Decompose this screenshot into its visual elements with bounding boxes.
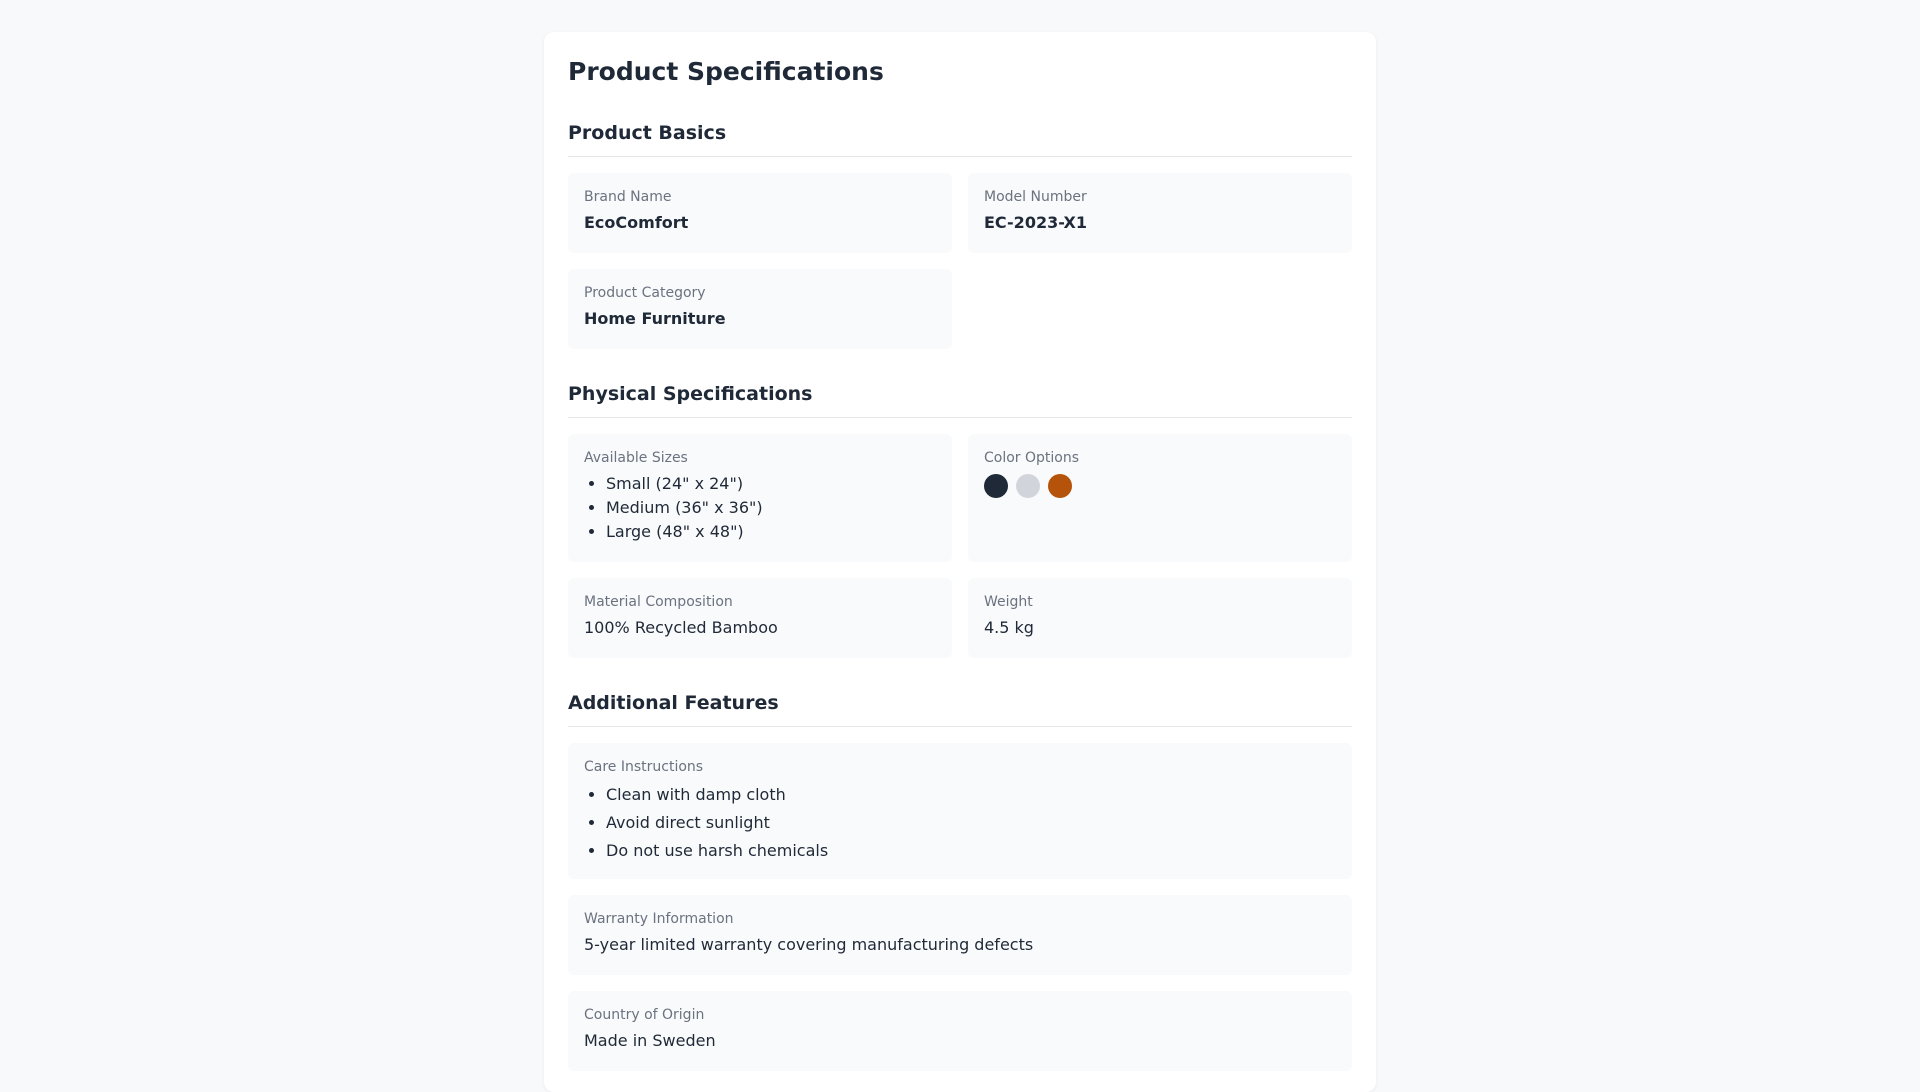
field-label: Available Sizes (584, 450, 688, 466)
field-value: EC-2023-X1 (984, 213, 1088, 232)
field-label: Care Instructions (584, 759, 704, 775)
field-available-sizes (568, 434, 952, 562)
list-item: • Small (24" x 24") (606, 472, 936, 496)
field-label: Model Number (984, 189, 1087, 205)
field-value: 4.5 kg (984, 618, 1034, 637)
field-label: Brand Name (584, 189, 672, 205)
section-title: Additional Features (568, 688, 1352, 727)
field-label: Product Category (584, 285, 706, 301)
field-label: Country of Origin (584, 1007, 705, 1023)
field-value: 100% Recycled Bamboo (584, 618, 778, 637)
section-title: Product Basics (568, 118, 1352, 157)
sizes-list (584, 472, 936, 544)
field-model-number (968, 173, 1352, 253)
field-brand-name (568, 173, 952, 253)
field-warranty-information (568, 895, 1352, 975)
section-physical-specifications (568, 379, 1352, 658)
list-item: • Large (48" x 48") (606, 520, 936, 544)
spec-card (544, 32, 1376, 1092)
field-weight (968, 578, 1352, 658)
field-color-options (968, 434, 1352, 562)
care-list (584, 781, 1336, 865)
field-label: Weight (984, 594, 1033, 610)
field-value: Made in Sweden (584, 1031, 716, 1050)
section-product-basics (568, 118, 1352, 349)
field-value: Home Furniture (584, 309, 726, 328)
field-label: Warranty Information (584, 911, 734, 927)
field-material-composition (568, 578, 952, 658)
field-value: EcoComfort (584, 213, 689, 232)
color-swatch-gray[interactable] (1016, 474, 1040, 498)
color-swatch-orange[interactable] (1048, 474, 1072, 498)
field-country-of-origin (568, 991, 1352, 1071)
color-swatches (984, 474, 1336, 498)
section-title: Physical Specifications (568, 379, 1352, 418)
list-item: • Medium (36" x 36") (606, 496, 936, 520)
section-additional-features (568, 688, 1352, 1073)
field-label: Color Options (984, 450, 1080, 466)
list-item: • Clean with damp cloth (606, 781, 1336, 809)
page-title: Product Specifications (568, 57, 884, 86)
list-item: • Do not use harsh chemicals (606, 837, 1336, 865)
field-care-instructions (568, 743, 1352, 879)
field-label: Material Composition (584, 594, 733, 610)
color-swatch-dark[interactable] (984, 474, 1008, 498)
field-product-category (568, 269, 952, 349)
list-item: • Avoid direct sunlight (606, 809, 1336, 837)
field-value: 5-year limited warranty covering manufacturing defects (584, 935, 1034, 954)
